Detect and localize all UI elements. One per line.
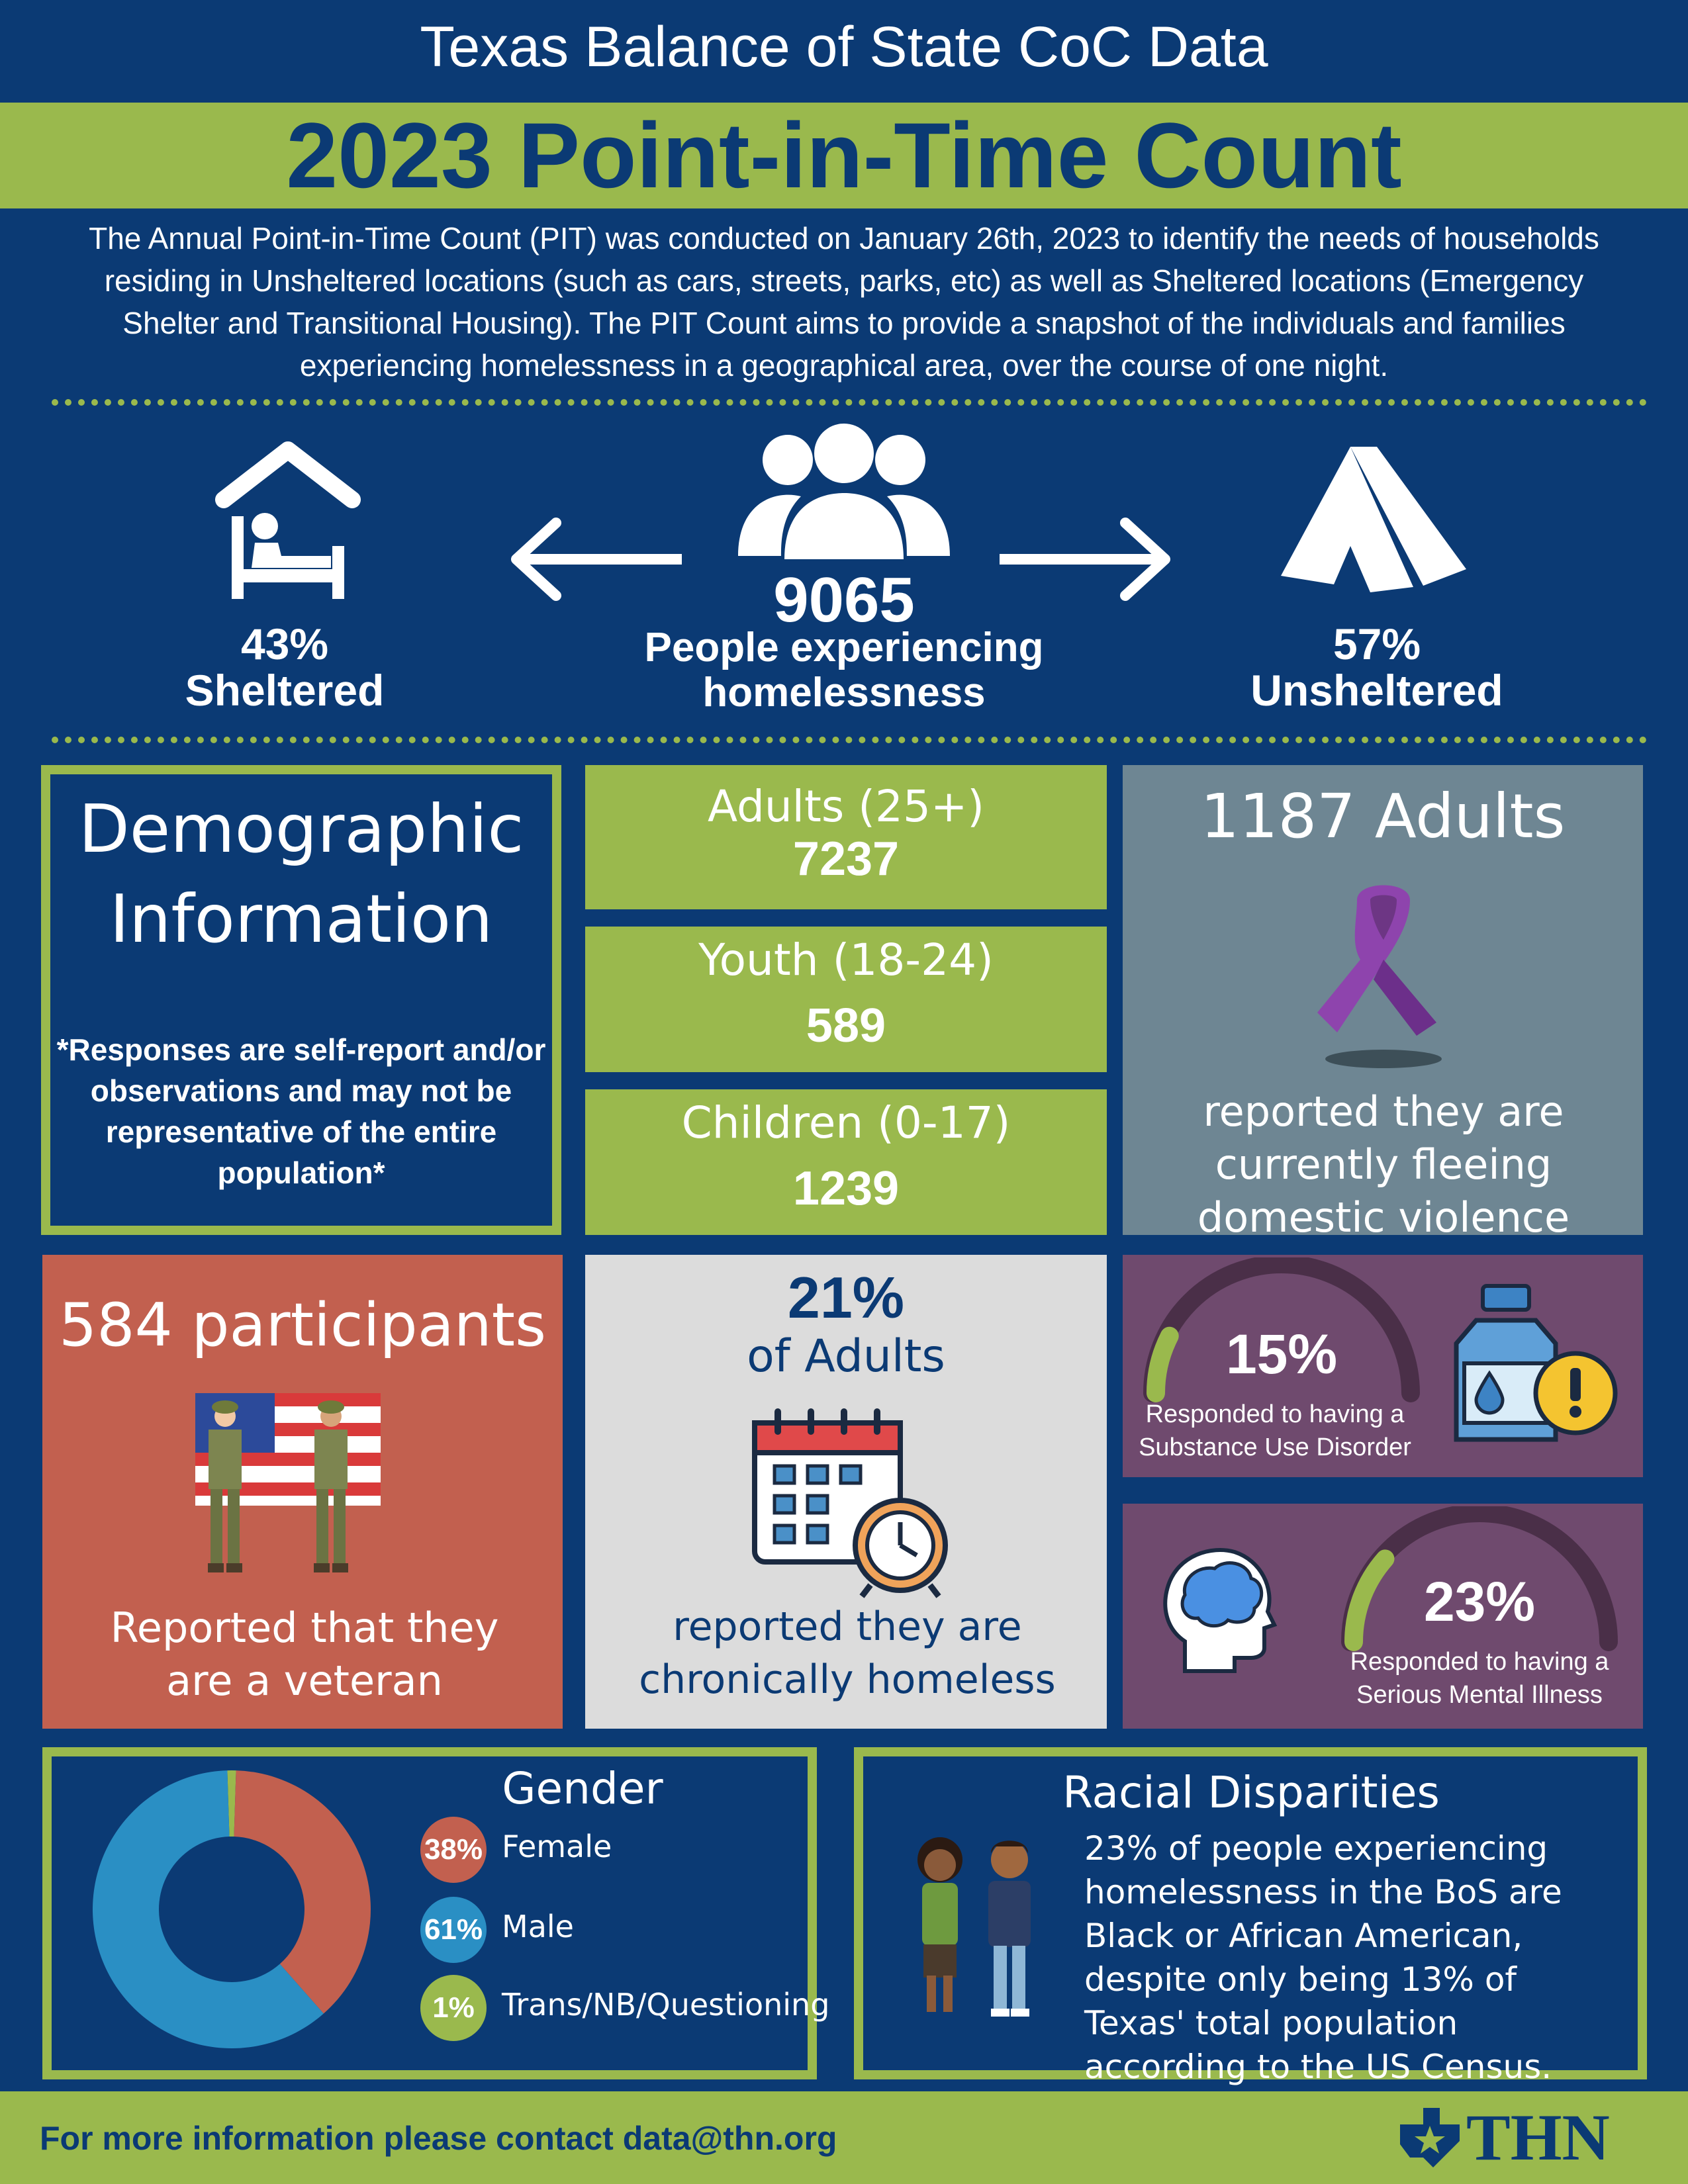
chronic-of-adults: of Adults <box>747 1330 945 1383</box>
female-pct: 38% <box>420 1817 487 1883</box>
gender-title: Gender <box>502 1763 663 1814</box>
dv-count: 1187 Adults <box>1200 781 1566 852</box>
gender-donut-chart <box>86 1764 377 2055</box>
chronic-pct: 21% <box>787 1265 905 1330</box>
mental-pct: 23% <box>1423 1570 1536 1633</box>
racial-text: 23% of people experiencing homelessness in the BoS are Black or African American, despite only being 13% of Texas' total population according to the US Census. <box>1084 1829 1562 2086</box>
children-box <box>585 1089 1107 1235</box>
youth-label: Youth (18-24) <box>698 934 994 985</box>
unsheltered-pct: 57% <box>1333 619 1421 668</box>
total-count: 9065 <box>773 565 915 635</box>
arrow-right-icon <box>993 516 1178 602</box>
veterans-saluting-icon <box>192 1390 384 1575</box>
dv-text: reported they are currently fleeing domestic violence <box>1197 1087 1570 1242</box>
youth-box <box>585 927 1107 1072</box>
bottle-warning-icon <box>1450 1281 1622 1453</box>
adults-label: Adults (25+) <box>707 781 985 832</box>
substance-text: Responded to having a Substance Use Disorder <box>1139 1400 1411 1461</box>
demographic-note: *Responses are self-report and/or observations and may not be representative of the entire population* <box>56 1032 546 1190</box>
arrow-left-icon <box>503 516 688 602</box>
footer-contact: For more information please contact data@thn.org <box>40 2120 837 2157</box>
trans-label: Trans/NB/Questioning <box>502 1987 830 2023</box>
calendar-clock-icon <box>748 1403 953 1602</box>
texas-star-icon <box>1393 2105 1466 2171</box>
female-label: Female <box>502 1829 612 1864</box>
intro-text: The Annual Point-in-Time Count (PIT) was conducted on January 26th, 2023 to identify the needs of households residing in Unsheltered locations (such as cars, streets, parks, etc) as well as Sheltered locations (Emergency Shelter and Transitional Housing). The PIT Count aims to provide a snapshot of the individuals and families experiencing homelessness in a geographical area, over the course of one night. <box>89 221 1599 383</box>
divider-middle <box>52 737 1647 743</box>
thn-logo: THN <box>1466 2101 1610 2174</box>
sheltered-pct: 43% <box>240 619 329 668</box>
total-label: People experiencing homelessness <box>644 625 1044 715</box>
male-pct: 61% <box>420 1897 487 1963</box>
veterans-text: Reported that they are a veteran <box>110 1604 499 1705</box>
divider-top <box>52 399 1647 406</box>
racial-title: Racial Disparities <box>1062 1767 1440 1818</box>
donut-slice-female <box>234 1770 371 2013</box>
trans-pct: 1% <box>420 1975 487 2041</box>
demographic-title: Demographic Information <box>78 790 524 958</box>
veterans-count: 584 participants <box>59 1291 546 1360</box>
brain-head-icon <box>1158 1542 1278 1674</box>
children-label: Children (0-17) <box>681 1097 1011 1148</box>
shelter-bed-icon <box>212 437 364 602</box>
people-pair-icon <box>904 1833 1049 2019</box>
youth-value: 589 <box>806 999 886 1052</box>
adults-value: 7237 <box>792 833 900 886</box>
substance-pct: 15% <box>1225 1323 1338 1385</box>
page-title: 2023 Point-in-Time Count <box>286 103 1402 207</box>
sheltered-label: Sheltered <box>185 666 385 715</box>
adults-box <box>585 765 1107 909</box>
unsheltered-label: Unsheltered <box>1250 666 1503 715</box>
chronic-text: reported they are chronically homeless <box>639 1604 1056 1703</box>
mental-text: Responded to having a Serious Mental Illness <box>1350 1648 1609 1709</box>
purple-ribbon-icon <box>1311 880 1456 1072</box>
tent-icon <box>1278 440 1470 592</box>
people-group-icon <box>735 424 953 563</box>
header-subtitle: Texas Balance of State CoC Data <box>420 15 1268 79</box>
male-label: Male <box>502 1909 574 1944</box>
children-value: 1239 <box>792 1162 900 1215</box>
